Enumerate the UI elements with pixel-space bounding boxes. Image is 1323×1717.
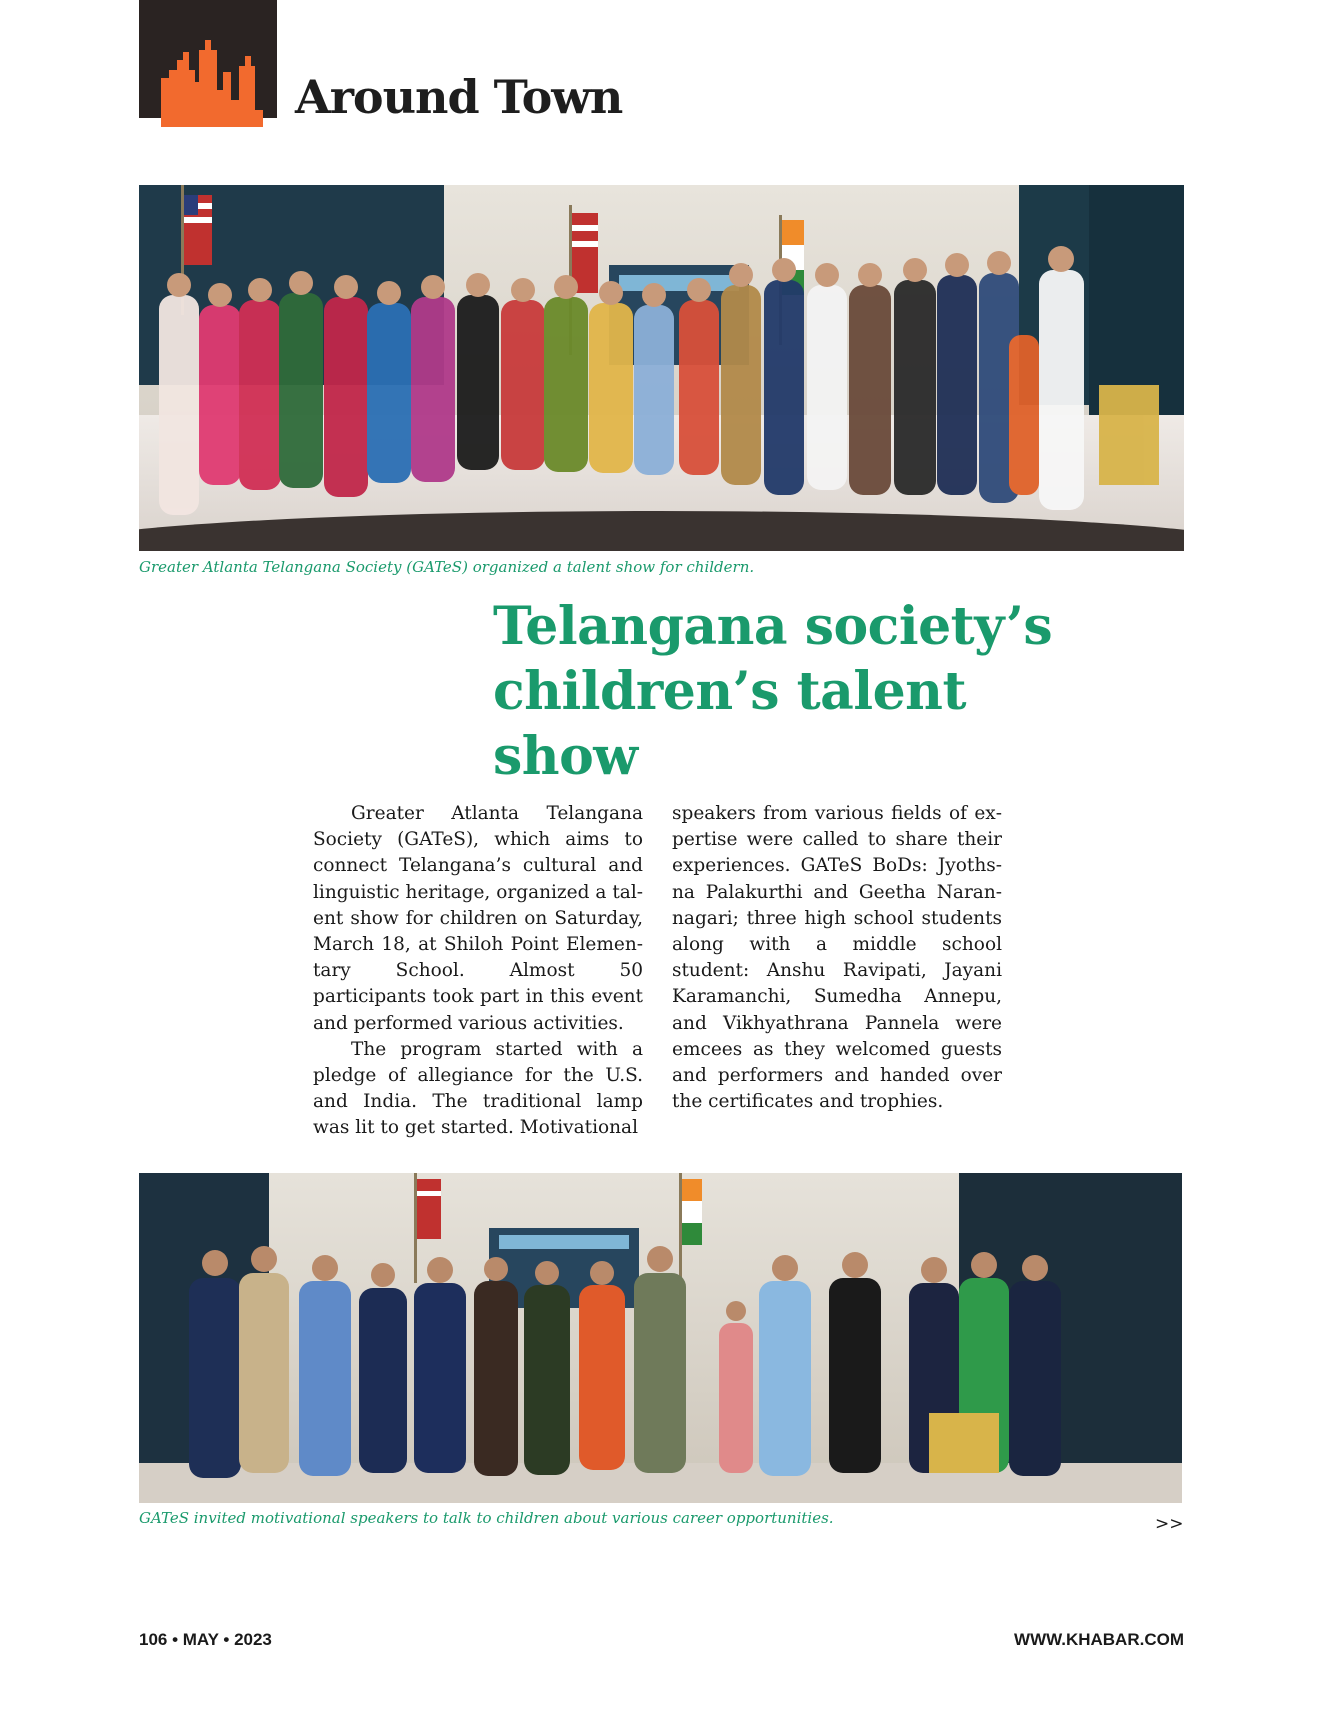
article-paragraph: speakers from various fields of expertise were called to share their experiences. GATeS BoDs: Jyothsna Palakurthi and Geetha Narannagari; three high school students along with a middle school student: Anshu Ravipati, Jayani Karamanchi, Sumedha Annepu, and Vikhyathrana Pannela were emcees as they welcomed guests and performers and handed over the certificates and trophies. xyxy=(672,803,1002,1113)
section-title: Around Town xyxy=(295,70,623,124)
footer-page-info: 106 • MAY • 2023 xyxy=(139,1630,272,1649)
article-column-right xyxy=(672,801,1002,1115)
city-skyline-icon xyxy=(139,0,277,127)
continued-arrow: >> xyxy=(1155,1514,1184,1534)
photo-motivational-speakers-group xyxy=(139,1173,1182,1503)
photo-caption-bottom: GATeS invited motivational speakers to talk to children about various career opportunities. xyxy=(139,1509,834,1527)
article-paragraph: The program started with a pledge of allegiance for the U.S. and India. The traditional lamp was lit to get started. Motivational xyxy=(313,1038,643,1139)
footer-website: WWW.KHABAR.COM xyxy=(1014,1630,1184,1649)
photo-caption-top: Greater Atlanta Telangana Society (GATeS) organized a talent show for childern. xyxy=(139,558,755,576)
article-headline: Telangana society’s children’s talent show xyxy=(493,596,1053,787)
article-column-left xyxy=(313,801,643,1142)
section-logo xyxy=(139,0,277,127)
article-paragraph: Greater Atlanta Telangana Society (GATeS), which aims to connect Telangana’s cultural and linguistic heritage, organized a talent show for children on Saturday, March 18, at Shiloh Point Elementary School. Almost 50 participants took part in this event and performed various activities. xyxy=(313,803,643,1034)
photo-talent-show-group xyxy=(139,185,1184,551)
